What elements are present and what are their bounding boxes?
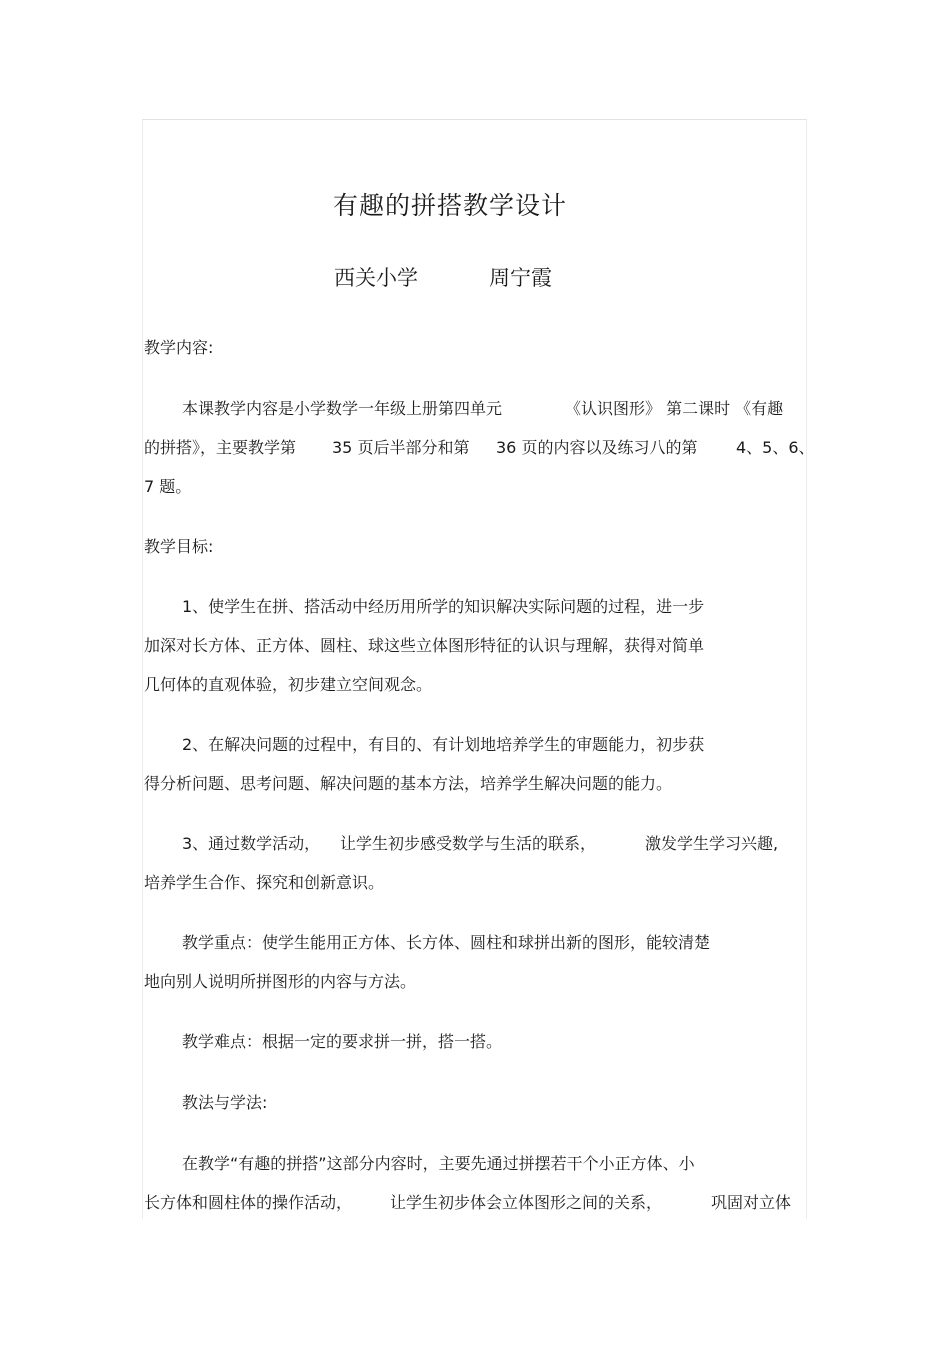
content-text: 36 页的内容以及练习八的第 xyxy=(496,438,698,457)
goal-3-line-1 xyxy=(182,834,807,854)
key-point-line-2: 地向别人说明所拼图形的内容与方法。 xyxy=(144,972,417,991)
content-text: 35 页后半部分和第 xyxy=(332,438,470,457)
methods-heading: 教法与学法: xyxy=(182,1093,268,1112)
goal-2-line-2: 得分析问题、思考问题、解决问题的基本方法，培养学生解决问题的能力。 xyxy=(144,774,673,793)
methods-text: 让学生初步体会立体图形之间的关系， xyxy=(390,1193,663,1212)
school-name: 西关小学 xyxy=(334,266,418,290)
methods-line-1: 在教学“有趣的拼搭”这部分内容时，主要先通过拼摆若干个小正方体、小 xyxy=(182,1154,695,1173)
goal-1-line-3: 几何体的直观体验，初步建立空间观念。 xyxy=(144,675,433,694)
content-line-1 xyxy=(182,399,807,419)
key-point-line-1: 教学重点：使学生能用正方体、长方体、圆柱和球拼出新的图形，能较清楚 xyxy=(182,933,711,952)
content-line-3: 7 题。 xyxy=(144,477,192,496)
goal-3-text: 让学生初步感受数学与生活的联系， xyxy=(340,834,597,853)
content-text: 4、5、6、 xyxy=(736,438,815,457)
goal-3-line-2: 培养学生合作、探究和创新意识。 xyxy=(144,873,385,892)
goal-2-line-1: 2、在解决问题的过程中，有目的、有计划地培养学生的审题能力，初步获 xyxy=(182,735,705,754)
content-text: 本课教学内容是小学数学一年级上册第四单元 xyxy=(182,399,503,418)
content-line-2 xyxy=(144,438,815,458)
goal-3-text: 3、通过数学活动， xyxy=(182,834,321,853)
document-title: 有趣的拼搭教学设计 xyxy=(332,191,567,220)
methods-text: 长方体和圆柱体的操作活动， xyxy=(144,1193,353,1212)
author-name: 周宁霞 xyxy=(489,266,552,290)
methods-text: 巩固对立体 xyxy=(711,1193,792,1212)
content-text: 的拼搭》，主要教学第 xyxy=(144,438,297,457)
page-frame xyxy=(142,119,807,1219)
goal-1-line-1: 1、使学生在拼、搭活动中经历用所学的知识解决实际问题的过程，进一步 xyxy=(182,597,705,616)
content-heading: 教学内容: xyxy=(144,338,214,357)
goal-1-line-2: 加深对长方体、正方体、圆柱、球这些立体图形特征的认识与理解，获得对简单 xyxy=(144,636,705,655)
difficulty-line: 教学难点：根据一定的要求拼一拼，搭一搭。 xyxy=(182,1032,503,1051)
content-text: 《认识图形》 第二课时 《有趣 xyxy=(565,399,784,418)
methods-line-2 xyxy=(144,1193,809,1213)
goal-3-text: 激发学生学习兴趣, xyxy=(645,834,779,853)
goals-heading: 教学目标: xyxy=(144,537,214,556)
